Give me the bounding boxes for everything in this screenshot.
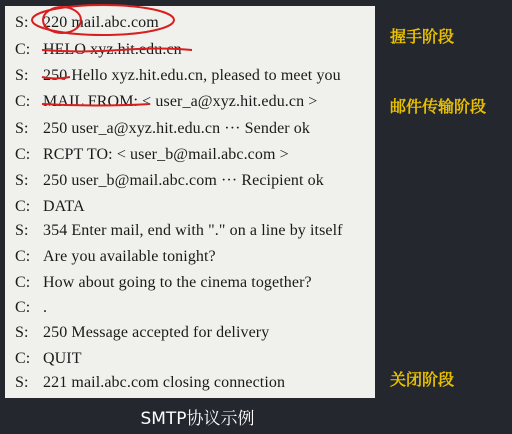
slide-caption: SMTP协议示例 [140,409,255,429]
transcript-line-3: S: 250 Hello xyz.hit.edu.cn, pleased to meet you [15,67,341,84]
transcript-line-11: C: How about going to the cinema together? [15,274,312,291]
transcript-line-5: S: 250 user_a@xyz.hit.edu.cn ··· Sender ok [15,120,311,137]
transcript-line-13: S: 250 Message accepted for delivery [15,324,270,341]
phase-handshake-label: 握手阶段 [390,27,455,46]
transcript-line-14: C: QUIT [15,350,82,367]
transcript-line-15: S: 221 mail.abc.com closing connection [15,374,286,391]
transcript-line-12: C: . [15,299,48,316]
transcript-line-8: C: DATA [15,198,85,215]
transcript-line-2: C: HELO xyz.hit.edu.cn [15,41,182,58]
transcript-line-9: S: 354 Enter mail, end with "." on a line by itself [15,222,343,239]
transcript-line-6: C: RCPT TO: < user_b@mail.abc.com > [15,146,289,163]
slide-panel [5,6,375,398]
transcript-line-1: S: 220 mail.abc.com [15,14,159,31]
transcript-line-7: S: 250 user_b@mail.abc.com ··· Recipient ok [15,172,324,189]
transcript-line-4: C: MAIL FROM: < user_a@xyz.hit.edu.cn > [15,93,318,110]
phase-transfer-label: 邮件传输阶段 [390,97,487,116]
transcript-line-10: C: Are you available tonight? [15,248,216,265]
phase-close-label: 关闭阶段 [390,370,455,389]
